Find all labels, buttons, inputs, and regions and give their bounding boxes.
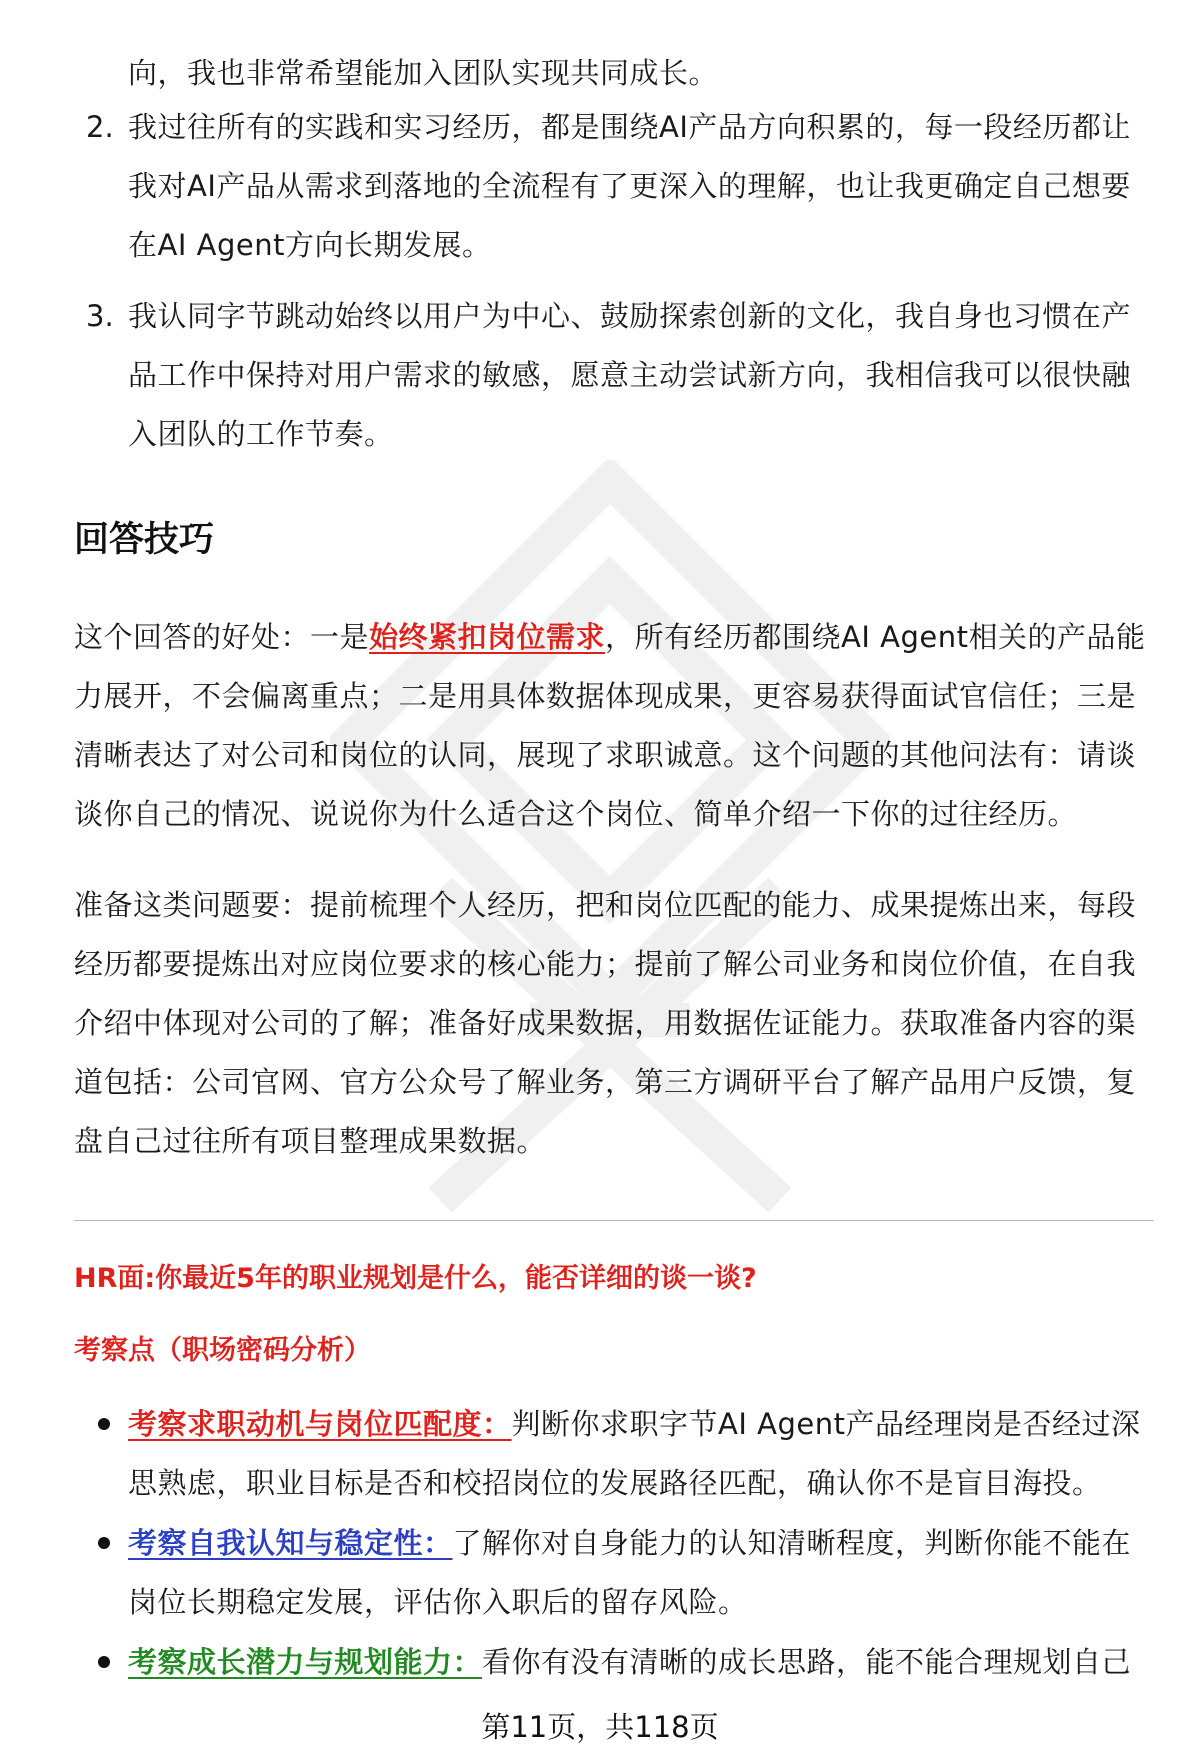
bullet-text bbox=[128, 1514, 1154, 1632]
section-heading: 回答技巧 bbox=[74, 520, 215, 560]
page-footer: 第11页，共118页 bbox=[481, 1710, 719, 1744]
bullet-dot-icon bbox=[98, 1537, 110, 1549]
list-item bbox=[74, 287, 1154, 464]
section-divider bbox=[74, 1220, 1154, 1221]
list-text: 我认同字节跳动始终以用户为中心、鼓励探索创新的文化，我自身也习惯在产品工作中保持对用户需求的敏感，愿意主动尝试新方向，我相信我可以很快融入团队的工作节奏。 bbox=[128, 299, 1132, 451]
text-run: ，所有经历都围绕AI Agent相关的产品能力展开，不会偏离重点；二是用具体数据体现成果，更容易获得面试官信任；三是清晰表达了对公司和岗位的认同，展现了求职诚意。这个问题的其他问法有：请谈谈你自己的情况、说说你为什么适合这个岗位、简单介绍一下你的过往经历。 bbox=[74, 620, 1146, 831]
bullet-body: 看你有没有清晰的成长思路，能不能合理规划自己 bbox=[482, 1645, 1132, 1679]
list-item bbox=[74, 98, 1154, 275]
key-highlight: 始终紧扣岗位需求 bbox=[369, 620, 606, 654]
bullet-text bbox=[128, 1395, 1154, 1513]
bullet-label: 考察求职动机与岗位匹配度： bbox=[128, 1407, 512, 1441]
bullet-dot-icon bbox=[98, 1656, 110, 1668]
bullet-text bbox=[128, 1633, 1154, 1692]
list-text: 我过往所有的实践和实习经历，都是围绕AI产品方向积累的，每一段经历都让我对AI产品从需求到落地的全流程有了更深入的理解，也让我更确定自己想要在AI Agent方向长期发展。 bbox=[128, 110, 1131, 262]
text-run: 这个回答的好处：一是 bbox=[74, 620, 370, 654]
tips-paragraph-1 bbox=[74, 608, 1154, 844]
bullet-label: 考察自我认知与稳定性： bbox=[128, 1526, 453, 1560]
bullet-item bbox=[74, 1633, 1154, 1692]
bullet-label: 考察成长潜力与规划能力： bbox=[128, 1645, 483, 1679]
bullet-item bbox=[74, 1514, 1154, 1632]
hr-question: HR面:你最近5年的职业规划是什么，能否详细的谈一谈? bbox=[74, 1263, 757, 1294]
list-number: 3. bbox=[86, 299, 114, 333]
list-number: 2. bbox=[86, 110, 114, 144]
bullet-body: 判断你求职字节AI Agent产品经理岗是否经过深思熟虑，职业目标是否和校招岗位的发展路径匹配，确认你不是盲目海投。 bbox=[128, 1407, 1141, 1500]
intro-continuation: 向，我也非常希望能加入团队实现共同成长。 bbox=[128, 56, 719, 90]
exam-points-title: 考察点（职场密码分析） bbox=[74, 1335, 371, 1366]
bullet-item bbox=[74, 1395, 1154, 1513]
bullet-dot-icon bbox=[98, 1418, 110, 1430]
bullet-body: 了解你对自身能力的认知清晰程度，判断你能不能在岗位长期稳定发展，评估你入职后的留存风险。 bbox=[128, 1526, 1132, 1619]
tips-paragraph-2: 准备这类问题要：提前梳理个人经历，把和岗位匹配的能力、成果提炼出来，每段经历都要提炼出对应岗位要求的核心能力；提前了解公司业务和岗位价值，在自我介绍中体现对公司的了解；准备好成果数据，用数据佐证能力。获取准备内容的渠道包括：公司官网、官方公众号了解业务，第三方调研平台了解产品用户反馈，复盘自己过往所有项目整理成果数据。 bbox=[74, 888, 1137, 1158]
